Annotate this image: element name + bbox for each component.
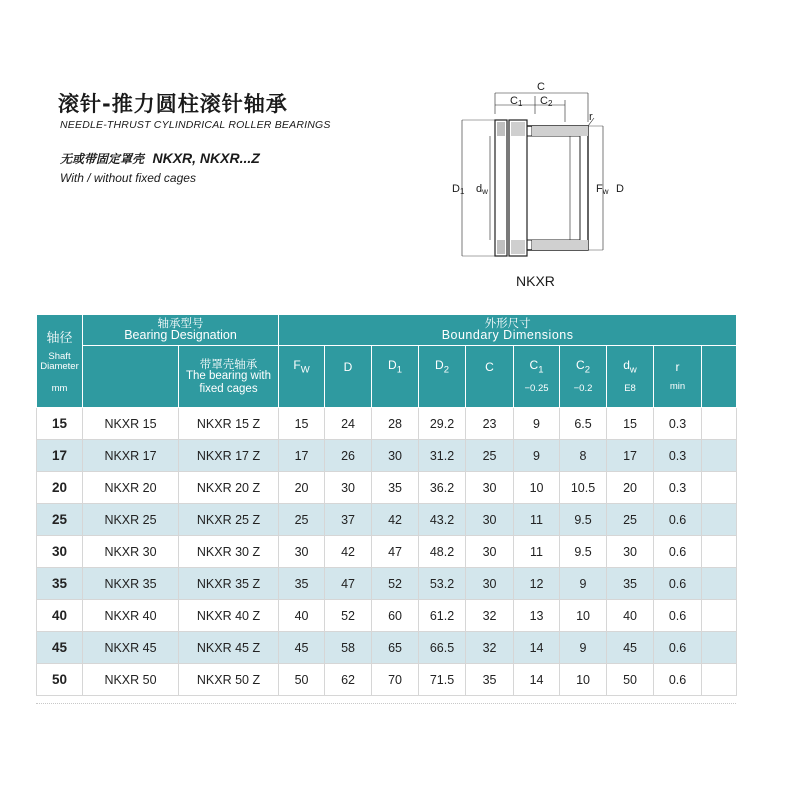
- cell-r: 0.6: [654, 536, 702, 568]
- cell-c2: 10: [560, 600, 607, 632]
- header-col-fw: $F_W$: [279, 346, 325, 408]
- cell-d2: 36.2: [419, 472, 466, 504]
- table-row: [37, 632, 737, 664]
- cell-fw: 20: [279, 472, 325, 504]
- header-shaft-en-1: Shaft: [48, 350, 71, 362]
- cell-model: NKXR 15: [83, 408, 179, 440]
- cell-d: 24: [325, 408, 372, 440]
- cell-c: 30: [466, 536, 514, 568]
- cell-c2: 6.5: [560, 408, 607, 440]
- cell-model_z: NKXR 30 Z: [179, 536, 279, 568]
- header-col-dw: $d_w$ E8: [607, 346, 654, 408]
- cell-d: 30: [325, 472, 372, 504]
- header-designation: [83, 315, 279, 346]
- header-shaft-unit: mm: [51, 382, 68, 394]
- cell-shaft: 15: [37, 408, 83, 440]
- rollers-bottom-fill: [511, 240, 525, 254]
- cell-model: NKXR 25: [83, 504, 179, 536]
- cell-dw: 25: [607, 504, 654, 536]
- outer-cup-outline: [527, 126, 588, 250]
- cell-d: 37: [325, 504, 372, 536]
- cell-c1: 9: [514, 408, 560, 440]
- cell-d: 62: [325, 664, 372, 696]
- cell-shaft: 50: [37, 664, 83, 696]
- cell-c1: 14: [514, 632, 560, 664]
- cell-c2: 9: [560, 632, 607, 664]
- header-col-d2: $D_2$: [419, 346, 466, 408]
- cell-blank: [702, 472, 737, 504]
- table-row: [37, 504, 737, 536]
- cell-model_z: NKXR 25 Z: [179, 504, 279, 536]
- thrust-washer: [495, 120, 507, 256]
- label-dw: dw: [476, 183, 488, 196]
- cell-d2: 29.2: [419, 408, 466, 440]
- cell-blank: [702, 664, 737, 696]
- page-title-english: NEEDLE-THRUST CYLINDRICAL ROLLER BEARINGS: [60, 119, 331, 131]
- header-boundary: [279, 315, 737, 346]
- table-bottom-rule: [36, 703, 736, 704]
- cell-shaft: 20: [37, 472, 83, 504]
- cell-dw: 17: [607, 440, 654, 472]
- washer-bottom-fill: [497, 240, 505, 254]
- outer-cup-inner: [527, 136, 580, 240]
- cell-shaft: 25: [37, 504, 83, 536]
- cell-dw: 30: [607, 536, 654, 568]
- cell-c1: 9: [514, 440, 560, 472]
- subtitle: [60, 150, 260, 168]
- cell-model_z: NKXR 40 Z: [179, 600, 279, 632]
- cell-d: 42: [325, 536, 372, 568]
- header-col-d1: $D_1$: [372, 346, 419, 408]
- cell-model_z: NKXR 17 Z: [179, 440, 279, 472]
- cell-dw: 15: [607, 408, 654, 440]
- cell-d2: 31.2: [419, 440, 466, 472]
- cell-model_z: NKXR 50 Z: [179, 664, 279, 696]
- table-row: [37, 600, 737, 632]
- table-row: [37, 472, 737, 504]
- cell-dw: 45: [607, 632, 654, 664]
- header-col-c1: $C_1$ −0.25: [514, 346, 560, 408]
- header-boundary-en: Boundary Dimensions: [441, 328, 574, 343]
- cell-d1: 35: [372, 472, 419, 504]
- cell-c: 30: [466, 472, 514, 504]
- cell-d: 58: [325, 632, 372, 664]
- header-col-c: C: [466, 346, 514, 408]
- header-cage-cn: 带罩壳轴承: [199, 357, 258, 372]
- cell-c2: 8: [560, 440, 607, 472]
- drawing-caption: NKXR: [516, 273, 555, 289]
- cell-model_z: NKXR 35 Z: [179, 568, 279, 600]
- cell-r: 0.3: [654, 408, 702, 440]
- header-shaft: [37, 315, 83, 408]
- cell-model: NKXR 45: [83, 632, 179, 664]
- cell-c1: 10: [514, 472, 560, 504]
- table-row: [37, 664, 737, 696]
- washer-top-fill: [497, 122, 505, 136]
- cell-c: 35: [466, 664, 514, 696]
- cell-c2: 9: [560, 568, 607, 600]
- cell-dw: 40: [607, 600, 654, 632]
- cell-c1: 11: [514, 536, 560, 568]
- cell-blank: [702, 440, 737, 472]
- cell-dw: 20: [607, 472, 654, 504]
- cell-dw: 35: [607, 568, 654, 600]
- cell-fw: 25: [279, 504, 325, 536]
- cell-blank: [702, 408, 737, 440]
- page-title: 滚针-推力圆柱滚针轴承: [58, 92, 288, 116]
- cup-wall-bottom-fill: [532, 240, 588, 250]
- bearing-cross-section-drawing: [440, 78, 650, 298]
- cell-model: NKXR 40: [83, 600, 179, 632]
- header-col-r: r min: [654, 346, 702, 408]
- cell-d2: 71.5: [419, 664, 466, 696]
- cell-r: 0.3: [654, 472, 702, 504]
- cell-fw: 30: [279, 536, 325, 568]
- cell-fw: 15: [279, 408, 325, 440]
- cell-c: 30: [466, 504, 514, 536]
- cell-d2: 61.2: [419, 600, 466, 632]
- label-c1: C1: [510, 95, 523, 108]
- header-model-blank: [83, 346, 179, 408]
- header-cage-en-1: The bearing with: [185, 370, 272, 383]
- cell-d1: 65: [372, 632, 419, 664]
- header-shaft-en-2: Diameter: [40, 360, 79, 372]
- header-boundary-cn: 外形尺寸: [484, 316, 531, 331]
- cell-c2: 9.5: [560, 504, 607, 536]
- cell-d: 47: [325, 568, 372, 600]
- table-row: [37, 568, 737, 600]
- cell-blank: [702, 632, 737, 664]
- table-body: [37, 408, 737, 696]
- cell-model_z: NKXR 15 Z: [179, 408, 279, 440]
- cell-blank: [702, 568, 737, 600]
- cell-shaft: 35: [37, 568, 83, 600]
- cell-r: 0.3: [654, 440, 702, 472]
- cell-d2: 66.5: [419, 632, 466, 664]
- cell-d1: 47: [372, 536, 419, 568]
- header-designation-cn: 轴承型号: [157, 316, 204, 331]
- subtitle-cn: 无或带固定罩壳: [60, 152, 145, 166]
- label-r: r: [589, 111, 593, 123]
- cell-d: 26: [325, 440, 372, 472]
- label-c2: C2: [540, 95, 553, 108]
- cell-c: 32: [466, 632, 514, 664]
- cell-r: 0.6: [654, 568, 702, 600]
- rollers-top-fill: [511, 122, 525, 136]
- cell-model: NKXR 30: [83, 536, 179, 568]
- header-shaft-cn: 轴径: [46, 331, 73, 347]
- header-cage-en-2: fixed cages: [199, 382, 258, 395]
- cell-fw: 35: [279, 568, 325, 600]
- cell-shaft: 17: [37, 440, 83, 472]
- cell-d2: 53.2: [419, 568, 466, 600]
- cell-c1: 14: [514, 664, 560, 696]
- label-d: D: [616, 183, 624, 195]
- cell-d2: 43.2: [419, 504, 466, 536]
- cell-shaft: 30: [37, 536, 83, 568]
- header-col-c2: $C_2$ −0.2: [560, 346, 607, 408]
- cell-d1: 30: [372, 440, 419, 472]
- cell-shaft: 40: [37, 600, 83, 632]
- cell-c: 23: [466, 408, 514, 440]
- cell-blank: [702, 536, 737, 568]
- cell-c1: 11: [514, 504, 560, 536]
- header-col-d: D: [325, 346, 372, 408]
- thrust-cage: [509, 120, 527, 256]
- cell-c2: 10: [560, 664, 607, 696]
- table-row: [37, 440, 737, 472]
- cell-d: 52: [325, 600, 372, 632]
- cell-model_z: NKXR 45 Z: [179, 632, 279, 664]
- subtitle-models: NKXR, NKXR...Z: [152, 150, 260, 166]
- cell-c1: 12: [514, 568, 560, 600]
- cell-d1: 70: [372, 664, 419, 696]
- cell-fw: 40: [279, 600, 325, 632]
- cup-wall-top-fill: [532, 126, 588, 136]
- header-designation-en: Bearing Designation: [124, 328, 237, 343]
- cell-dw: 50: [607, 664, 654, 696]
- cell-fw: 50: [279, 664, 325, 696]
- cell-r: 0.6: [654, 632, 702, 664]
- specification-table: [36, 314, 737, 696]
- cell-model: NKXR 20: [83, 472, 179, 504]
- header-cage: [179, 346, 279, 408]
- cell-d1: 52: [372, 568, 419, 600]
- cell-d1: 60: [372, 600, 419, 632]
- cell-model: NKXR 35: [83, 568, 179, 600]
- label-fw: Fw: [596, 183, 609, 196]
- cell-r: 0.6: [654, 664, 702, 696]
- table-row: [37, 536, 737, 568]
- cell-r: 0.6: [654, 504, 702, 536]
- label-c: C: [537, 81, 545, 93]
- subtitle-english: With / without fixed cages: [60, 171, 196, 185]
- cell-r: 0.6: [654, 600, 702, 632]
- cell-shaft: 45: [37, 632, 83, 664]
- cell-model: NKXR 17: [83, 440, 179, 472]
- cell-d2: 48.2: [419, 536, 466, 568]
- cell-c1: 13: [514, 600, 560, 632]
- cell-c: 32: [466, 600, 514, 632]
- cell-fw: 17: [279, 440, 325, 472]
- cell-model: NKXR 50: [83, 664, 179, 696]
- cell-c: 30: [466, 568, 514, 600]
- cell-blank: [702, 504, 737, 536]
- cell-model_z: NKXR 20 Z: [179, 472, 279, 504]
- label-d1: D1: [452, 183, 465, 196]
- cell-d1: 28: [372, 408, 419, 440]
- cell-blank: [702, 600, 737, 632]
- cell-d1: 42: [372, 504, 419, 536]
- cell-c2: 10.5: [560, 472, 607, 504]
- cell-fw: 45: [279, 632, 325, 664]
- header-col-blank: [702, 346, 737, 408]
- table-row: [37, 408, 737, 440]
- cell-c: 25: [466, 440, 514, 472]
- cell-c2: 9.5: [560, 536, 607, 568]
